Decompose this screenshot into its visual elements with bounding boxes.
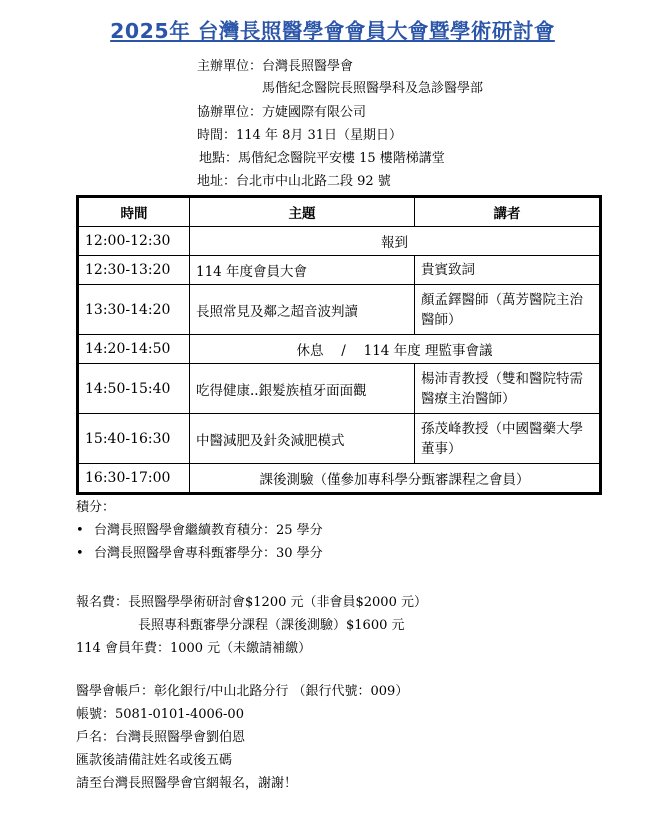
row-speaker: 貴賓致詞 (415, 256, 601, 285)
row-merged: 課後測驗（僅參加專科學分甄審課程之會員） (190, 464, 601, 494)
table-row (78, 227, 601, 256)
co-host: 協辦單位：方婕國際有限公司 (197, 105, 367, 120)
credits-heading: 積分： (76, 500, 116, 515)
host-2: 馬偕紀念醫院長照醫學科及急診醫學部 (262, 81, 484, 96)
row-time: 13:30-14:20 (78, 285, 190, 335)
table-row (78, 464, 601, 494)
bank-line-5: 請至台灣長照醫學會官網報名，謝謝！ (76, 776, 298, 791)
table-row (78, 364, 601, 414)
page-title: 2025年 台灣長照醫學會會員大會暨學術研討會 (110, 19, 555, 43)
fee-line-3: 114 會員年費：1000 元（未繳請補繳） (76, 641, 312, 656)
fee-line-1: 報名費：長照醫學學術研討會$1200 元（非會員$2000 元） (76, 595, 427, 610)
row-time: 12:30-13:20 (78, 256, 190, 285)
row-time: 16:30-17:00 (78, 464, 190, 494)
event-venue: 地點：馬偕紀念醫院平安樓 15 樓階梯講堂 (199, 151, 445, 166)
row-merged: 報到 (190, 227, 601, 256)
row-topic: 吃得健康..銀髮族植牙面面觀 (190, 364, 415, 414)
bank-line-2: 帳號：5081-0101-4006-00 (76, 707, 244, 722)
bank-line-4: 匯款後請備註姓名或後五碼 (76, 753, 233, 768)
bank-line-3: 戶名：台灣長照醫學會劉伯恩 (76, 730, 246, 745)
header-time: 時間 (78, 197, 190, 227)
table-row (78, 285, 601, 335)
row-time: 12:00-12:30 (78, 227, 190, 256)
row-time: 15:40-16:30 (78, 414, 190, 464)
header-speaker: 講者 (415, 197, 601, 227)
row-speaker: 顏孟鐸醫師（萬芳醫院主治醫師） (415, 285, 601, 335)
row-speaker: 孫茂峰教授（中國醫藥大學董事） (415, 414, 601, 464)
row-time: 14:20-14:50 (78, 335, 190, 364)
row-speaker: 楊沛青教授（雙和醫院特需醫療主治醫師） (415, 364, 601, 414)
table-row (78, 256, 601, 285)
row-merged: 休息 / 114 年度 理監事會議 (190, 335, 601, 364)
credit-item: • 台灣長照醫學會專科甄審學分：30 學分 (76, 542, 323, 565)
row-topic: 長照常見及鄰之超音波判讀 (190, 285, 415, 335)
bullet-icon: • (76, 546, 84, 561)
fees-section (76, 591, 427, 660)
table-row (78, 414, 601, 464)
header-topic: 主題 (190, 197, 415, 227)
credits-section (76, 496, 323, 565)
event-address: 地址：台北市中山北路二段 92 號 (197, 174, 391, 189)
schedule-table (76, 195, 602, 495)
host-line (197, 58, 353, 76)
row-topic: 114 年度會員大會 (190, 256, 415, 285)
table-row (78, 335, 601, 364)
bank-line-1: 醫學會帳戶：彰化銀行/中山北路分行 （銀行代號：009） (76, 684, 409, 699)
event-time: 時間：114 年 8月 31日（星期日） (197, 128, 403, 143)
host-1: 台灣長照醫學會 (262, 59, 354, 74)
credit-item: • 台灣長照醫學會繼續教育積分：25 學分 (76, 519, 323, 542)
bullet-icon: • (76, 523, 84, 538)
row-time: 14:50-15:40 (78, 364, 190, 414)
host-label: 主辦單位： (197, 59, 263, 74)
fee-line-2: 長照專科甄審學分課程（課後測驗）$1600 元 (138, 618, 405, 633)
row-topic: 中醫減肥及針灸減肥模式 (190, 414, 415, 464)
bank-section (76, 680, 408, 795)
